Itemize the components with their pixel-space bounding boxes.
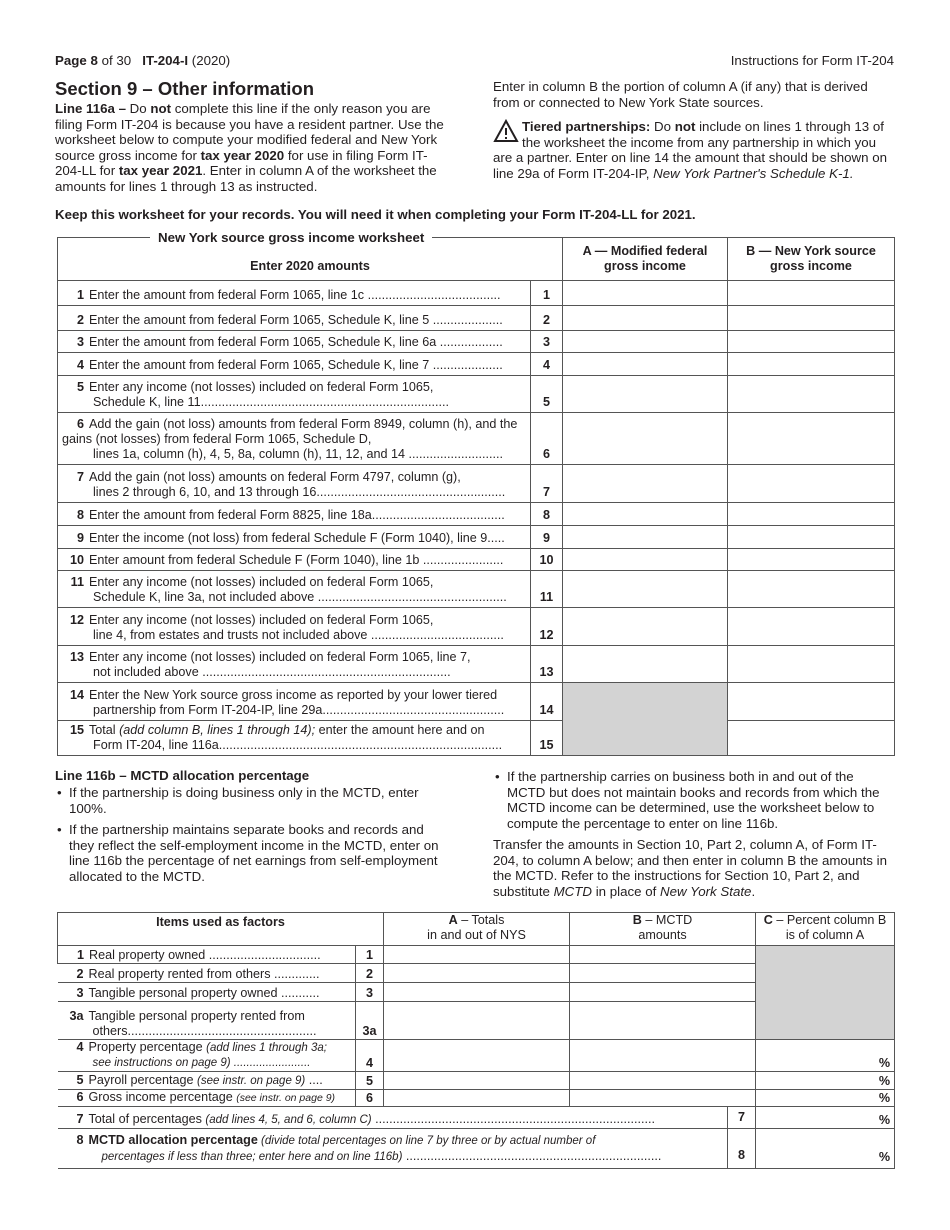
line-description: 9 Enter the income (not loss) from federal Schedule F (Form 1040), line 9..... [58, 526, 531, 549]
line11-col-b[interactable] [728, 571, 895, 608]
line-number: 1 [531, 281, 563, 306]
col-b-header: B – MCTD amounts [570, 913, 756, 946]
transfer-instructions: Transfer the amounts in Section 10, Part 2, column A, of Form IT-204, to column A below; and then enter in column B the amounts in the MCTD. Refer to the instructions for Section 10, Part 2, and substitute MCTD in place of New York State. [493, 837, 887, 899]
line-description: 13 Enter any income (not losses) included on federal Form 1065, line 7, not included above ....................................................................... [58, 646, 531, 683]
line-116b-bullets-left [55, 785, 447, 890]
table-row: 3a Tangible personal property rented from others...................................................... 3a [58, 1002, 895, 1040]
line-number: 2 [531, 306, 563, 331]
line14-col-b[interactable] [728, 683, 895, 721]
line-number: 8 [727, 1129, 755, 1168]
col-c-header: C – Percent column B is of column A [756, 913, 895, 946]
line6-col-a[interactable] [384, 1090, 570, 1107]
line-116b-title: Line 116b – MCTD allocation percentage [55, 768, 310, 783]
line1-col-a[interactable] [563, 281, 728, 306]
line1-col-b[interactable] [570, 946, 756, 964]
column-a-header: A — Modified federal gross income [563, 238, 728, 281]
line13-col-b[interactable] [728, 646, 895, 683]
line-description: 15 Total (add column B, lines 1 through 14); enter the amount here and on Form IT-204, line 116a................................................................................. [58, 721, 531, 756]
table-row: 7 Total of percentages (add lines 4, 5, and 6, column C) ................................................................................ 7 % [58, 1107, 895, 1129]
table-row [58, 608, 895, 646]
line-number: 4 [356, 1040, 384, 1072]
line4-col-a[interactable] [563, 353, 728, 376]
line-number: 8 [531, 503, 563, 526]
line-number: 9 [531, 526, 563, 549]
line-number: 2 [356, 964, 384, 983]
shaded-cell [756, 946, 895, 1040]
line2-col-a[interactable] [384, 964, 570, 983]
table-row: 3 Tangible personal property owned ........... 3 [58, 983, 895, 1002]
bullet-in-and-out: • If the partnership carries on business both in and out of the MCTD but does not maintain books and records from which the MCTD income can be determined, use the worksheet below to compute the percentage to enter on line 116b. [493, 769, 893, 831]
line2-col-a[interactable] [563, 306, 728, 331]
line9-col-a[interactable] [563, 526, 728, 549]
line-number: 4 [531, 353, 563, 376]
table-row [58, 503, 895, 526]
line-description: 3 Enter the amount from federal Form 1065, Schedule K, line 6a .................. [58, 331, 531, 353]
line4-col-b[interactable] [570, 1040, 756, 1072]
page-header-right: Instructions for Form IT-204 [730, 53, 894, 68]
table-row [58, 683, 895, 721]
line-description: 2 Enter the amount from federal Form 1065, Schedule K, line 5 .................... [58, 306, 531, 331]
bullet-separate-books: • If the partnership maintains separate books and records and they reflect the self-employment income in the MCTD, enter on line 116b the percentage of net earnings from self-employment allocated to the MCTD. [55, 822, 447, 884]
line1-col-a[interactable] [384, 946, 570, 964]
line15-col-b[interactable] [728, 721, 895, 756]
line13-col-a[interactable] [563, 646, 728, 683]
ny-source-gross-income-worksheet [57, 237, 895, 756]
line-number: 11 [531, 571, 563, 608]
table-row [58, 526, 895, 549]
line-number: 13 [531, 646, 563, 683]
table-row [58, 306, 895, 331]
line1-col-b[interactable] [728, 281, 895, 306]
line5-col-a[interactable] [563, 376, 728, 413]
line-description: 6 Add the gain (not loss) amounts from federal Form 8949, column (h), and the gains (not losses) from federal Form 1065, Schedule D, lines 1a, column (h), 4, 5, 8a, column (h), 11, 12, and 14 ........................... [58, 413, 531, 465]
line5-col-b[interactable] [728, 376, 895, 413]
line-number: 1 [356, 946, 384, 964]
line-description: 7 Add the gain (not loss) amounts on federal Form 4797, column (g), lines 2 through 6, 10, and 13 through 16...................................................... [58, 465, 531, 503]
items-header: Items used as factors [58, 913, 384, 946]
column-b-header: B — New York source gross income [728, 238, 895, 281]
line-number: 3 [531, 331, 563, 353]
line-116a-text: Line 116a – Do not complete this line if the only reason you are filing Form IT-204 is because you have a resident partner. Use the worksheet below to compute your modified federal and New York source gross income for tax year 2020 for use in filing Form IT-204-LL for tax year 2021. Enter in column A of the worksheet the amounts for lines 1 through 13 as instructed. [55, 101, 444, 194]
table-row [58, 549, 895, 571]
line7-col-b[interactable] [728, 465, 895, 503]
worksheet-title: New York source gross income worksheet [150, 230, 432, 246]
line3-col-b[interactable] [570, 983, 756, 1002]
table-row [58, 331, 895, 353]
column-b-text: Enter in column B the portion of column A (if any) that is derived from or connected to New York State sources. [493, 79, 868, 110]
line11-col-a[interactable] [563, 571, 728, 608]
line-number: 3 [356, 983, 384, 1002]
enter-amounts-header: Enter 2020 amounts [58, 238, 563, 281]
table-row: 5 Payroll percentage (see instr. on page 9) .... 5 % [58, 1072, 895, 1090]
warning-icon [493, 119, 519, 143]
mctd-allocation-worksheet [57, 912, 895, 1169]
shaded-cell [563, 683, 728, 756]
page-header-left: Page 8 of 30 IT-204-I (2020) [55, 53, 231, 68]
line6-col-a[interactable] [563, 413, 728, 465]
line8-col-c[interactable]: % [756, 1129, 895, 1169]
line6-col-c[interactable]: % [756, 1090, 895, 1107]
table-row [58, 721, 895, 756]
line-number: 5 [356, 1072, 384, 1090]
line-number: 7 [531, 465, 563, 503]
line4-col-a[interactable] [384, 1040, 570, 1072]
keep-worksheet-note: Keep this worksheet for your records. You will need it when completing your Form IT-204-LL for 2021. [55, 207, 696, 222]
table-row: 1 Real property owned ................................ 1 [58, 946, 895, 964]
line5-col-b[interactable] [570, 1072, 756, 1090]
line-number: 14 [531, 683, 563, 721]
table-row: 2 Real property rented from others ............. 2 [58, 964, 895, 983]
line4-col-b[interactable] [728, 353, 895, 376]
table-row: 4 Property percentage (add lines 1 through 3a; see instructions on page 9) ........................ 4 % [58, 1040, 895, 1072]
line5-col-a[interactable] [384, 1072, 570, 1090]
line-116b-right [493, 769, 893, 899]
line-description: 10 Enter amount from federal Schedule F (Form 1040), line 1b ....................... [58, 549, 531, 571]
line3-col-b[interactable] [728, 331, 895, 353]
line-number: 7 [727, 1107, 755, 1128]
line9-col-b[interactable] [728, 526, 895, 549]
line-description: 14 Enter the New York source gross income as reported by your lower tiered partnership from Form IT-204-IP, line 29a.................................................... [58, 683, 531, 721]
line-description: 8 Enter the amount from federal Form 8825, line 18a...................................... [58, 503, 531, 526]
table-row: 6 Gross income percentage (see instr. on page 9) 6 % [58, 1090, 895, 1107]
table-row [58, 413, 895, 465]
line-description: 5 Enter any income (not losses) included on federal Form 1065, Schedule K, line 11....................................................................... [58, 376, 531, 413]
col-a-header: A – Totals in and out of NYS [384, 913, 570, 946]
line-description: 12 Enter any income (not losses) included on federal Form 1065, line 4, from estates and trusts not included above ...................................... [58, 608, 531, 646]
section-title: Section 9 – Other information [55, 78, 315, 99]
line7-col-c[interactable]: % [756, 1107, 895, 1129]
table-row [58, 646, 895, 683]
table-row [58, 353, 895, 376]
line3-col-a[interactable] [563, 331, 728, 353]
line2-col-b[interactable] [728, 306, 895, 331]
table-row [58, 571, 895, 608]
line8-col-b[interactable] [728, 503, 895, 526]
line7-col-a[interactable] [563, 465, 728, 503]
table-row [58, 281, 895, 306]
line-number: 6 [531, 413, 563, 465]
line-number: 15 [531, 721, 563, 756]
line-number: 3a [356, 1002, 384, 1040]
table-row [58, 465, 895, 503]
line-description: 1 Enter the amount from federal Form 1065, line 1c ...................................... [58, 281, 531, 306]
table-row [58, 376, 895, 413]
line6-col-b[interactable] [728, 413, 895, 465]
line8-col-a[interactable] [563, 503, 728, 526]
line2-col-b[interactable] [570, 964, 756, 983]
table-row: 8 MCTD allocation percentage (divide total percentages on line 7 by three or by actual number of percentages if less than three; enter here and on line 116b) ......................................................................... 8 % [58, 1129, 895, 1169]
line3a-col-a[interactable] [384, 1002, 570, 1040]
line12-col-a[interactable] [563, 608, 728, 646]
line-number: 10 [531, 549, 563, 571]
line6-col-b[interactable] [570, 1090, 756, 1107]
bullet-mctd-only: • If the partnership is doing business only in the MCTD, enter 100%. [55, 785, 447, 816]
line-number: 12 [531, 608, 563, 646]
line3a-col-b[interactable] [570, 1002, 756, 1040]
line-number: 6 [356, 1090, 384, 1107]
line12-col-b[interactable] [728, 608, 895, 646]
line10-col-b[interactable] [728, 549, 895, 571]
line-number: 5 [531, 376, 563, 413]
line-description: 4 Enter the amount from federal Form 1065, Schedule K, line 7 .................... [58, 353, 531, 376]
line5-col-c[interactable]: % [756, 1072, 895, 1090]
tiered-partnerships-note: Tiered partnerships: Do not include on lines 1 through 13 of the worksheet the income from any partnership in which you are a partner. Enter on line 14 the amount that should be shown on line 29a of Form IT-204-IP, New York Partner's Schedule K-1. [493, 119, 888, 181]
line10-col-a[interactable] [563, 549, 728, 571]
line4-col-c[interactable]: % [756, 1040, 895, 1072]
line-description: 11 Enter any income (not losses) included on federal Form 1065, Schedule K, line 3a, not included above ...................................................... [58, 571, 531, 608]
line3-col-a[interactable] [384, 983, 570, 1002]
